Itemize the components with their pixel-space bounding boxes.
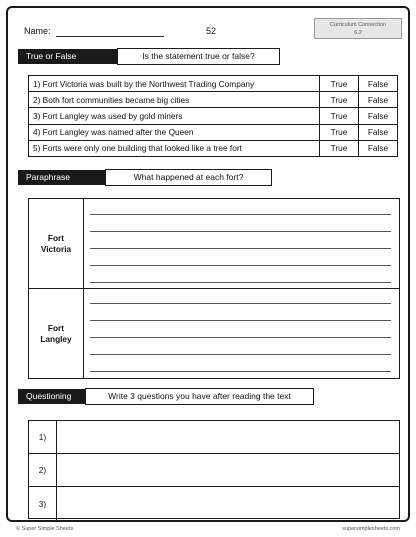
- curriculum-code: 6.2: [354, 30, 362, 36]
- writing-line[interactable]: [90, 214, 391, 215]
- copyright-text: © Super Simple Sheets: [16, 526, 74, 532]
- table-row: [29, 92, 398, 108]
- questioning-label: Questioning: [26, 391, 72, 401]
- false-option[interactable]: False: [359, 140, 398, 156]
- name-line[interactable]: [56, 36, 164, 37]
- questioning-prompt: Write 3 questions you have after reading the text: [85, 388, 314, 405]
- statement: 3) Fort Langley was used by gold miners: [29, 108, 320, 124]
- question-number: 2): [29, 454, 57, 486]
- false-option[interactable]: False: [359, 76, 398, 92]
- question-row[interactable]: [29, 454, 399, 487]
- true-false-label: True or False: [26, 51, 77, 61]
- true-option[interactable]: True: [320, 140, 359, 156]
- table-row: [29, 140, 398, 156]
- false-option[interactable]: False: [359, 92, 398, 108]
- fort-langley-row: [29, 289, 399, 378]
- fort-langley-label: Fort Langley: [29, 289, 84, 378]
- fort-victoria-row: [29, 199, 399, 289]
- writing-line[interactable]: [90, 282, 391, 283]
- statement: 4) Fort Langley was named after the Queen: [29, 124, 320, 140]
- true-false-section-bar: [18, 49, 255, 64]
- paraphrase-grid: [28, 198, 400, 379]
- table-row: [29, 124, 398, 140]
- table-row: [29, 76, 398, 92]
- writing-line[interactable]: [90, 354, 391, 355]
- worksheet-page: [6, 6, 410, 522]
- writing-line[interactable]: [90, 265, 391, 266]
- writing-line[interactable]: [90, 337, 391, 338]
- true-option[interactable]: True: [320, 124, 359, 140]
- writing-line[interactable]: [90, 320, 391, 321]
- paraphrase-section-bar: [18, 170, 244, 185]
- statement: 2) Both fort communities became big cities: [29, 92, 320, 108]
- writing-line[interactable]: [90, 231, 391, 232]
- paraphrase-label: Paraphrase: [26, 172, 70, 182]
- true-false-prompt: Is the statement true or false?: [117, 48, 280, 65]
- question-number: 3): [29, 487, 57, 520]
- questioning-section-bar: [18, 389, 291, 404]
- question-row[interactable]: [29, 421, 399, 454]
- fort-victoria-label: Fort Victoria: [29, 199, 84, 288]
- writing-line[interactable]: [90, 248, 391, 249]
- curriculum-connection-box: [314, 18, 402, 39]
- true-option[interactable]: True: [320, 76, 359, 92]
- table-row: [29, 108, 398, 124]
- question-row[interactable]: [29, 487, 399, 520]
- curriculum-title: Curriculum Connection: [330, 22, 386, 28]
- paraphrase-prompt: What happened at each fort?: [105, 169, 272, 186]
- false-option[interactable]: False: [359, 124, 398, 140]
- writing-line[interactable]: [90, 303, 391, 304]
- website-link[interactable]: supersimplesheets.com: [342, 526, 400, 532]
- true-false-table: [28, 75, 398, 157]
- name-label: Name:: [24, 26, 51, 36]
- statement: 1) Fort Victoria was built by the Northwest Trading Company: [29, 76, 320, 92]
- writing-line[interactable]: [90, 371, 391, 372]
- true-option[interactable]: True: [320, 92, 359, 108]
- page-number: 52: [206, 26, 217, 36]
- false-option[interactable]: False: [359, 108, 398, 124]
- true-option[interactable]: True: [320, 108, 359, 124]
- question-number: 1): [29, 421, 57, 453]
- questions-box: [28, 420, 400, 519]
- statement: 5) Forts were only one building that looked like a tree fort: [29, 140, 320, 156]
